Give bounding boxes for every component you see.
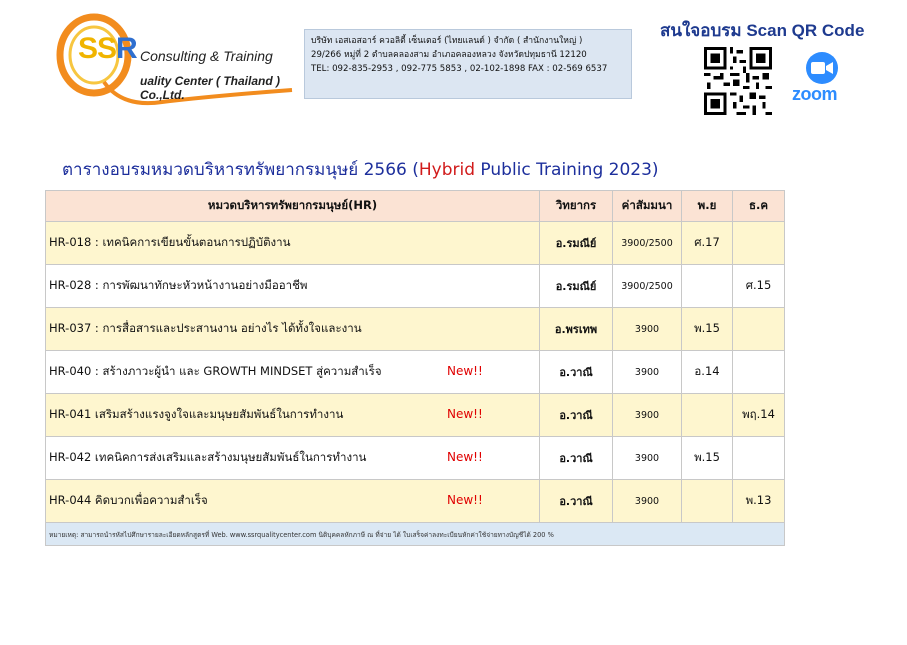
course-name-cell (46, 480, 540, 523)
price-cell: 3900/2500 (613, 222, 682, 265)
table-note-row (46, 523, 785, 546)
table-row[interactable] (46, 265, 785, 308)
price-cell: 3900 (613, 480, 682, 523)
table-row[interactable] (46, 308, 785, 351)
company-contact: TEL: 092-835-2953 , 092-775 5853 , 02-102-1898 FAX : 02-569 6537 (311, 64, 608, 74)
qr-scan-title: สนใจอบรม Scan QR Code (660, 21, 865, 40)
dec-date-cell (733, 308, 785, 351)
training-schedule-table (45, 190, 785, 546)
course-name: HR-040 : สร้างภาวะผู้นำ และ GROWTH MINDSET สู่ความสำเร็จ (49, 364, 382, 378)
logo-tagline-2: uality Center ( Thailand ) Co.,Ltd. (140, 74, 281, 102)
header-course: หมวดบริหารทรัพยากรมนุษย์(HR) (46, 191, 540, 222)
header-dec: ธ.ค (733, 191, 785, 222)
nov-date-cell: ศ.17 (682, 222, 733, 265)
nov-date-cell (682, 480, 733, 523)
dec-date-cell: ศ.15 (733, 265, 785, 308)
company-address: 29/266 หมู่ที่ 2 ตำบลคลองสาม อำเภอคลองหลวง จังหวัดปทุมธานี 12120 (311, 50, 587, 60)
page-title (62, 156, 659, 183)
header-nov: พ.ย (682, 191, 733, 222)
nov-date-cell: อ.14 (682, 351, 733, 394)
lecturer-cell: อ.รมณีย์ (540, 222, 613, 265)
lecturer-cell: อ.รมณีย์ (540, 265, 613, 308)
dec-date-cell (733, 351, 785, 394)
table-header-row (46, 191, 785, 222)
company-name: บริษัท เอสเอสอาร์ ควอลิตี้ เซ็นเตอร์ (ไทยแลนด์ ) จำกัด ( สำนักงานใหญ่ ) (311, 36, 583, 46)
zoom-camera-icon[interactable] (800, 52, 844, 84)
logo-tagline: Consulting & Training (140, 48, 273, 64)
table-note: หมายเหตุ: สามารถนำรหัสไปศึกษารายละเอียดหลักสูตรที่ Web. www.ssrqualitycenter.com นิติบุคคลหักภาษี ณ ที่จ่าย ได้ ใบเสร็จค่าลงทะเบียนหักค่าใช้จ่ายทางบัญชีได้ 200 % (46, 523, 785, 546)
course-name: HR-037 : การสื่อสารและประสานงาน อย่างไร ได้ทั้งใจและงาน (49, 321, 362, 335)
new-badge: New!! (447, 364, 483, 378)
new-badge: New!! (447, 493, 483, 507)
lecturer-cell: อ.วาณี (540, 394, 613, 437)
course-name-cell (46, 351, 540, 394)
table-row[interactable] (46, 222, 785, 265)
nov-date-cell (682, 265, 733, 308)
title-rest: Public Training 2023) (475, 160, 659, 180)
course-name: HR-044 คิดบวกเพื่อความสำเร็จ (49, 493, 208, 507)
course-name: HR-028 : การพัฒนาทักษะหัวหน้างานอย่างมืออาชีพ (49, 278, 308, 292)
nov-date-cell: พ.15 (682, 437, 733, 480)
company-logo (52, 10, 302, 110)
table-row[interactable] (46, 394, 785, 437)
table-row[interactable] (46, 480, 785, 523)
price-cell: 3900 (613, 394, 682, 437)
zoom-label: zoom (792, 84, 837, 104)
course-name: HR-041 เสริมสร้างแรงจูงใจและมนุษยสัมพันธ์ในการทำงาน (49, 407, 344, 421)
table-row[interactable] (46, 351, 785, 394)
title-thai: ตารางอบรมหมวดบริหารทรัพยากรมนุษย์ 2566 ( (62, 160, 419, 180)
dec-date-cell: พ.13 (733, 480, 785, 523)
lecturer-cell: อ.วาณี (540, 480, 613, 523)
header-lecturer: วิทยากร (540, 191, 613, 222)
title-hybrid: Hybrid (418, 160, 476, 180)
price-cell: 3900 (613, 308, 682, 351)
lecturer-cell: อ.วาณี (540, 351, 613, 394)
dec-date-cell: พฤ.14 (733, 394, 785, 437)
qr-code-icon[interactable] (702, 47, 774, 115)
new-badge: New!! (447, 407, 483, 421)
nov-date-cell: พ.15 (682, 308, 733, 351)
header-price: ค่าสัมมนา (613, 191, 682, 222)
course-name-cell (46, 222, 540, 265)
dec-date-cell (733, 437, 785, 480)
course-name: HR-042 เทคนิคการส่งเสริมและสร้างมนุษยสัมพันธ์ในการทำงาน (49, 450, 367, 464)
course-name: HR-018 : เทคนิคการเขียนขั้นตอนการปฏิบัติงาน (49, 235, 291, 249)
lecturer-cell: อ.วาณี (540, 437, 613, 480)
logo-brand: SSR (78, 32, 137, 65)
price-cell: 3900 (613, 437, 682, 480)
company-info-box (304, 29, 632, 99)
dec-date-cell (733, 222, 785, 265)
course-name-cell (46, 265, 540, 308)
price-cell: 3900 (613, 351, 682, 394)
course-name-cell (46, 437, 540, 480)
nov-date-cell (682, 394, 733, 437)
course-name-cell (46, 394, 540, 437)
course-name-cell (46, 308, 540, 351)
new-badge: New!! (447, 450, 483, 464)
table-row[interactable] (46, 437, 785, 480)
price-cell: 3900/2500 (613, 265, 682, 308)
lecturer-cell: อ.พรเทพ (540, 308, 613, 351)
